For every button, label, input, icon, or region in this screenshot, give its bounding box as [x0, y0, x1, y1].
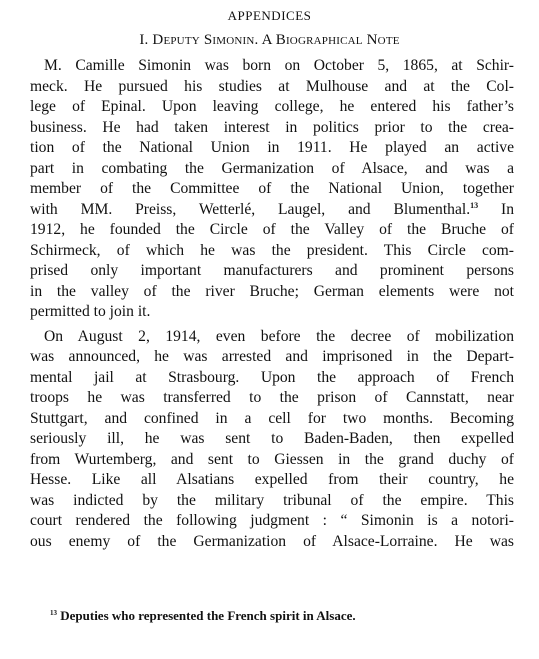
text-line: member of the Committee of the National Union, together	[30, 180, 514, 197]
text-line: part in combating the Germanization of Alsace, and was a	[30, 159, 514, 177]
paragraph-2	[30, 327, 514, 553]
text-line: meck. He pursued his studies at Mulhouse and at the Col-	[30, 77, 514, 95]
text-segment: In	[501, 200, 514, 218]
running-head: APPENDICES	[227, 8, 312, 23]
section-title: I. Deputy Simonin. A Biographical Note	[139, 32, 400, 48]
text-line: permitted to join it.	[30, 303, 151, 320]
text-line: business. He had taken interest in politics prior to the crea-	[30, 118, 514, 136]
text-line: from Wurtemberg, and sent to Giessen in the grand duchy of	[30, 450, 514, 468]
paragraph-1	[30, 56, 514, 323]
text-line: ous enemy of the Germanization of Alsace-Lorraine. He was	[30, 532, 514, 550]
footnote	[50, 608, 520, 624]
text-line: Schirmeck, of which he was the president. This Circle com-	[30, 241, 514, 259]
text-line: tion of the National Union in 1911. He played an active	[30, 139, 514, 156]
text-line: court rendered the following judgment : “ Simonin is a notori-	[30, 512, 514, 529]
text-line: seriously ill, he was sent to Baden-Baden, then expelled	[30, 430, 514, 447]
text-line: lege of Epinal. Upon leaving college, he entered his father’s	[30, 98, 514, 115]
text-line: 1912, he founded the Circle of the Valley of the Bruche of	[30, 221, 514, 238]
body-text	[30, 56, 514, 552]
footnote-reference[interactable]: 13	[470, 200, 479, 210]
text-line: was indicted by the military tribunal of the empire. This	[30, 491, 514, 509]
text-line: in the valley of the river Bruche; German elements were not	[30, 282, 514, 300]
text-line: M. Camille Simonin was born on October 5, 1865, at Schir-	[44, 57, 514, 74]
footnote-text: Deputies who represented the French spirit in Alsace.	[60, 608, 356, 623]
text-line: Stuttgart, and confined in a cell for two months. Becoming	[30, 409, 514, 427]
text-segment: with MM. Preiss, Wetterlé, Laugel, and Blumenthal.	[30, 200, 471, 218]
text-line: Hesse. Like all Alsatians expelled from their country, he	[30, 471, 514, 488]
text-line: was announced, he was arrested and imprisoned in the Depart-	[30, 348, 514, 365]
text-line: troops he was transferred to the prison of Cannstatt, near	[30, 389, 514, 406]
text-line: On August 2, 1914, even before the decree of mobilization	[44, 327, 514, 345]
text-line-with-footnote-ref	[30, 200, 514, 221]
footnote-marker: 13	[50, 609, 57, 617]
text-line: prised only important manufacturers and prominent persons	[30, 262, 514, 279]
text-line: mental jail at Strasbourg. Upon the approach of French	[30, 368, 514, 386]
